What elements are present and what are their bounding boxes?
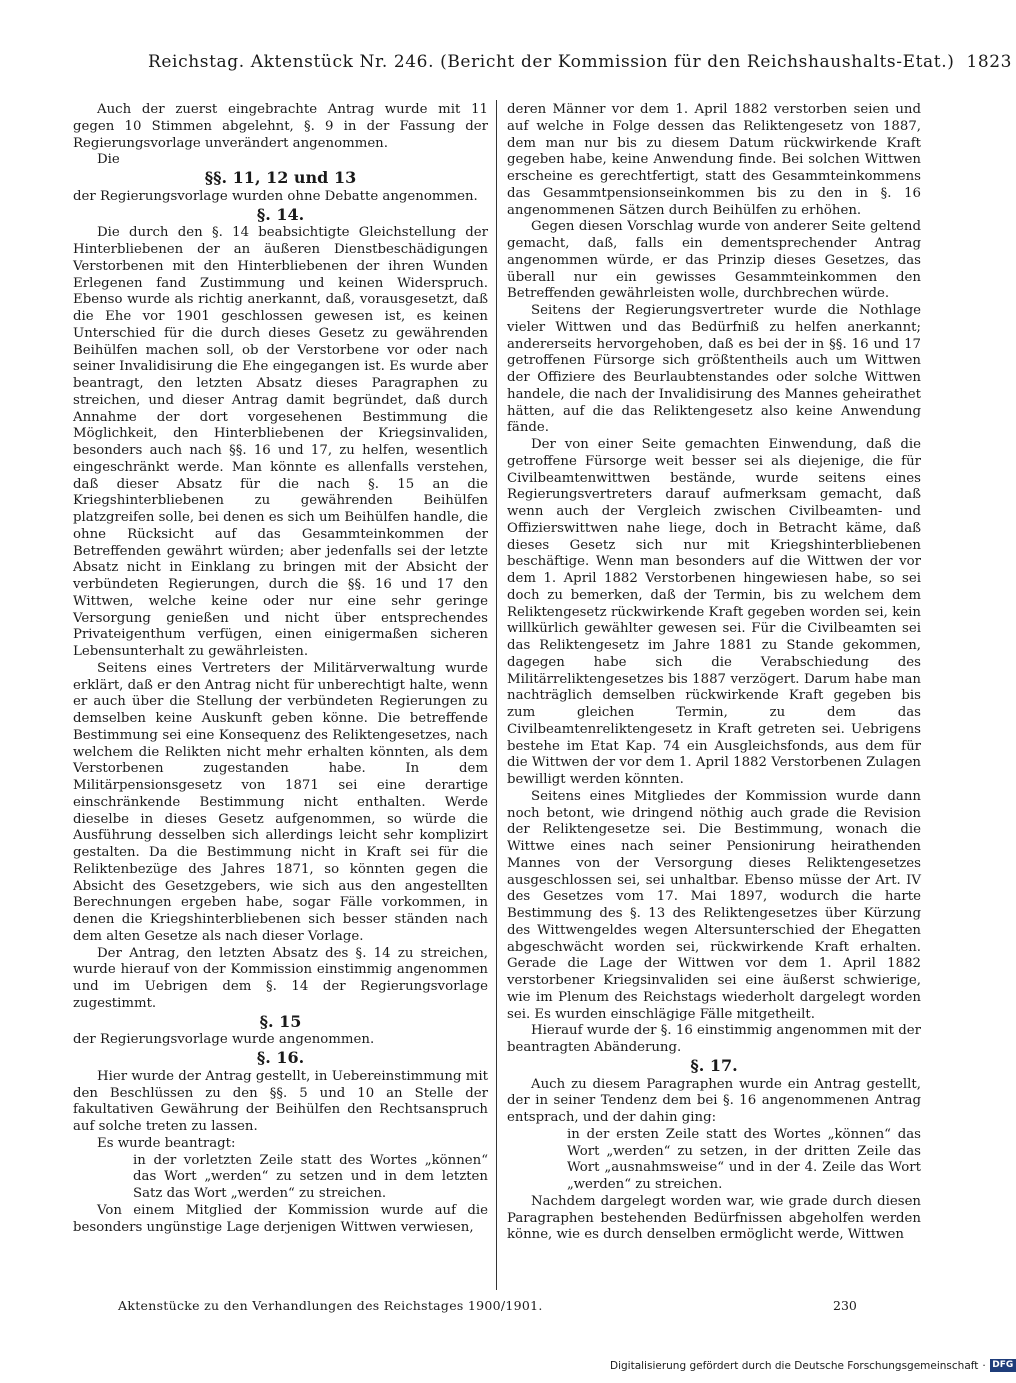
- credit-text: Digitalisierung gefördert durch die Deutsche Forschungsgemeinschaft: [610, 1359, 979, 1372]
- paragraph: Gegen diesen Vorschlag wurde von anderer Seite geltend gemacht, daß, falls ein dementsprechender Antrag angenommen würde, er das Prinzip dieses Gesetzes, das überall nur ein gewisses Gesammteinkommen den Betreffenden gewährleisten wolle, durchbrechen würde.: [507, 219, 921, 302]
- footer-source: Aktenstücke zu den Verhandlungen des Reichstages 1900/1901.: [118, 1298, 543, 1313]
- paragraph: Die: [97, 152, 120, 168]
- paragraph: Hier wurde der Antrag gestellt, in Uebereinstimmung mit den Beschlüssen zu den §§. 5 und 10 an Stelle der fakultativen Gewährung der Beihülfen den Rechtsanspruch auf solche treten zu lassen.: [73, 1068, 488, 1134]
- column-divider: [496, 100, 497, 1290]
- header-title: Reichstag. Aktenstück Nr. 246. (Bericht der Kommission für den Reichshaushalts-Etat.): [148, 52, 955, 72]
- paragraph: Der Antrag, den letzten Absatz des §. 14 zu streichen, wurde hierauf von der Kommission einstimmig angenommen und im Uebrigen dem §. 14 der Regierungsvorlage zugestimmt.: [73, 945, 488, 1011]
- paragraph: der Regierungsvorlage wurde angenommen.: [73, 1032, 375, 1048]
- paragraph: Von einem Mitglied der Kommission wurde auf die besonders ungünstige Lage derjenigen Wittwen verwiesen,: [73, 1202, 488, 1235]
- paragraph: Auch der zuerst eingebrachte Antrag wurde mit 11 gegen 10 Stimmen abgelehnt, §. 9 in der Fassung der Regierungsvorlage unverändert angenommen.: [73, 102, 488, 151]
- paragraph: deren Männer vor dem 1. April 1882 verstorben seien und auf welche in Folge dessen das Reliktengesetz von 1887, dem man nur bis zu diesem Datum rückwirkende Kraft gegeben habe, keine Anwendung finde. Bei solchen Wittwen erscheine es gerechtfertigt, statt des Gesammteinkommens das Gesammtpensionseinkommen bis zu den in §. 16 angenommenen Sätzen durch Beihülfen zu erhöhen.: [507, 102, 921, 218]
- section-heading: §. 16.: [256, 1048, 305, 1067]
- right-column: [507, 102, 921, 1244]
- left-column: [73, 102, 488, 1236]
- section-heading: §. 17.: [690, 1055, 738, 1075]
- digitization-credit: Digitalisierung gefördert durch die Deutsche Forschungsgemeinschaft · DFG: [610, 1359, 1016, 1372]
- section-heading: §. 14.: [256, 204, 305, 224]
- paragraph: Seitens eines Vertreters der Militärverwaltung wurde erklärt, daß er den Antrag nicht für unberechtigt halte, wenn er auch über die Stellung der verbündeten Regierungen zu demselben keine Auskunft geben könne. Die betreffende Bestimmung sei eine Konsequenz des Reliktengesetzes, nach welchem die Relikten nicht mehr erhalten könnten, als dem Verstorbenen zugestanden habe. In dem Militärpensionsgesetz von 1871 sei eine derartige einschränkende Bestimmung nicht enthalten. Werde dieselbe in dieses Gesetz aufgenommen, so würde die Ausführung desselben sich allerdings leicht sehr komplizirt gestalten. Da die Bestimmung nicht in Kraft sei für die Reliktenbezüge des Jahres 1871, so könnten gegen die Absicht des Gesetzgebers, wie sich aus den angestellten Berechnungen ergeben habe, sogar Fälle vorkommen, in denen die Kriegshinterbliebenen sich besser ständen nach dem alten Gesetze als nach dieser Vorlage.: [73, 660, 488, 944]
- paragraph: Auch zu diesem Paragraphen wurde ein Antrag gestellt, der in seiner Tendenz dem bei §. 16 angenommenen Antrag entsprach, und der dahin ging:: [507, 1076, 921, 1125]
- paragraph: Seitens eines Mitgliedes der Kommission wurde dann noch betont, wie dringend nöthig auch grade die Revision der Reliktengesetze sei. Die Bestimmung, wonach die Wittwe eines nach seiner Pensionirung heirathenden Mannes von der Versorgung dieses Reliktengesetzes ausgeschlossen sei, sei unhaltbar. Ebenso müsse der Art. IV des Gesetzes vom 17. Mai 1897, wodurch die harte Bestimmung des §. 13 des Reliktengesetzes über Kürzung des Wittwengeldes wegen Altersunterschied der Ehegatten abgeschwächt worden sei, rückwirkende Kraft erhalten. Gerade die Lage der Wittwen vor dem 1. April 1882 verstorbener Kriegsinvaliden sei eine äußerst schwierige, wie im Plenum des Reichstags wiederholt dargelegt worden sei. Es wurden einschlägige Fälle mitgetheilt.: [507, 788, 921, 1022]
- running-header: [148, 52, 1013, 78]
- section-heading: §. 15: [259, 1011, 302, 1031]
- paragraph: Der von einer Seite gemachten Einwendung, daß die getroffene Fürsorge weit besser sei als diejenige, die für Civilbeamtenwittwen bestände, wurde seitens eines Regierungsvertreters darauf aufmerksam gemacht, daß wenn auch der Vergleich zwischen Civilbeamten- und Offizierswittwen nahe liege, doch in Betracht käme, daß dieses Gesetz sich nur mit Kriegshinterbliebenen beschäftige. Wenn man besonders auf die Wittwen der vor dem 1. April 1882 Verstorbenen hingewiesen habe, so sei doch zu bemerken, daß der Termin, bis zu welchem dem Reliktengesetz rückwirkende Kraft gegeben worden sei, kein willkürlich gewählter gewesen sei. Für die Civilbeamten sei das Reliktengesetz im Jahre 1881 zu Stande gekommen, dagegen habe sich die Verabschiedung des Militärreliktengesetzes bis 1887 verzögert. Darum habe man nachträglich demselben rückwirkende Kraft gegeben bis zum gleichen Termin, zu dem das Civilbeamtenreliktengesetz in Kraft getreten sei. Uebrigens bestehe im Etat Kap. 74 ein Ausgleichsfonds, aus dem für die Wittwen der vor dem 1. April 1882 Verstorbenen Zulagen bewilligt werden könnten.: [507, 437, 921, 787]
- paragraph: Die durch den §. 14 beabsichtigte Gleichstellung der Hinterbliebenen der an äußeren Dienstbeschädigungen Verstorbenen mit den Hinterbliebenen der ihren Wunden Erlegenen fand Zustimmung und keinen Widerspruch. Ebenso wurde als richtig anerkannt, daß, vorausgesetzt, daß die Ehe vor 1901 geschlossen gewesen ist, es keinen Unterschied für die durch dieses Gesetz zu gewährenden Beihülfen machen soll, ob der Verstorbene vor oder nach seiner Invalidisirung die Ehe eingegangen ist. Es wurde aber beantragt, den letzten Absatz dieses Paragraphen zu streichen, und dieser Antrag damit begründet, daß durch Annahme der dort vorgesehenen Bestimmung die Möglichkeit, den Hinterbliebenen der Kriegsinvaliden, besonders auch nach §§. 16 und 17, zu helfen, wesentlich eingeschränkt werde. Man könnte es allenfalls verstehen, daß dieser Absatz für die nach §. 15 an die Kriegshinterbliebenen zu gewährenden Beihülfen platzgreifen solle, bei denen es sich um Beihülfen handle, die ohne Rücksicht auf das Gesammteinkommen der Betreffenden gewährt würden; aber jedenfalls sei der letzte Absatz nicht in Einklang zu bringen mit der Absicht der verbündeten Regierungen, durch die §§. 16 und 17 den Wittwen, welche keine oder nur eine sehr geringe Versorgung genießen und nicht über entsprechendes Privateigenthum verfügen, einen einigermaßen sicheren Lebensunterhalt zu gewährleisten.: [73, 225, 488, 659]
- section-heading: §§. 11, 12 und 13: [204, 168, 357, 187]
- footer-sheet-number: 230: [833, 1298, 857, 1313]
- paragraph: der Regierungsvorlage wurden ohne Debatte angenommen.: [73, 188, 478, 204]
- paragraph: Hierauf wurde der §. 16 einstimmig angenommen mit der beantragten Abänderung.: [507, 1023, 921, 1055]
- paragraph: Seitens der Regierungsvertreter wurde die Nothlage vieler Wittwen und das Bedürfniß zu helfen anerkannt; andererseits hervorgehoben, daß es bei der in §§. 16 und 17 getroffenen Fürsorge sich größtentheils auch um Wittwen der Offiziere des Beurlaubtenstandes oder solche Wittwen handele, die nach der Invalidisirung des Mannes geheirathet hätten, auf die das Reliktengesetz also keine Anwendung fände.: [507, 303, 921, 436]
- paragraph: Nachdem dargelegt worden war, wie grade durch diesen Paragraphen bestehenden Bedürfnissen abgeholfen werden könne, wie es durch denselben ermöglicht werde, Wittwen: [507, 1193, 921, 1243]
- dfg-logo-icon: DFG: [990, 1359, 1016, 1372]
- page-number: 1823: [966, 52, 1013, 72]
- amendment-quote: in der vorletzten Zeile statt des Wortes „können“ das Wort „werden“ zu setzen und in dem letzten Satz das Wort „werden“ zu streichen.: [133, 1152, 488, 1201]
- paragraph: Es wurde beantragt:: [97, 1135, 236, 1151]
- amendment-quote: in der ersten Zeile statt des Wortes „können“ das Wort „werden“ zu setzen, in der dritten Zeile das Wort „ausnahmsweise“ und in der 4. Zeile das Wort „werden“ zu streichen.: [567, 1126, 921, 1192]
